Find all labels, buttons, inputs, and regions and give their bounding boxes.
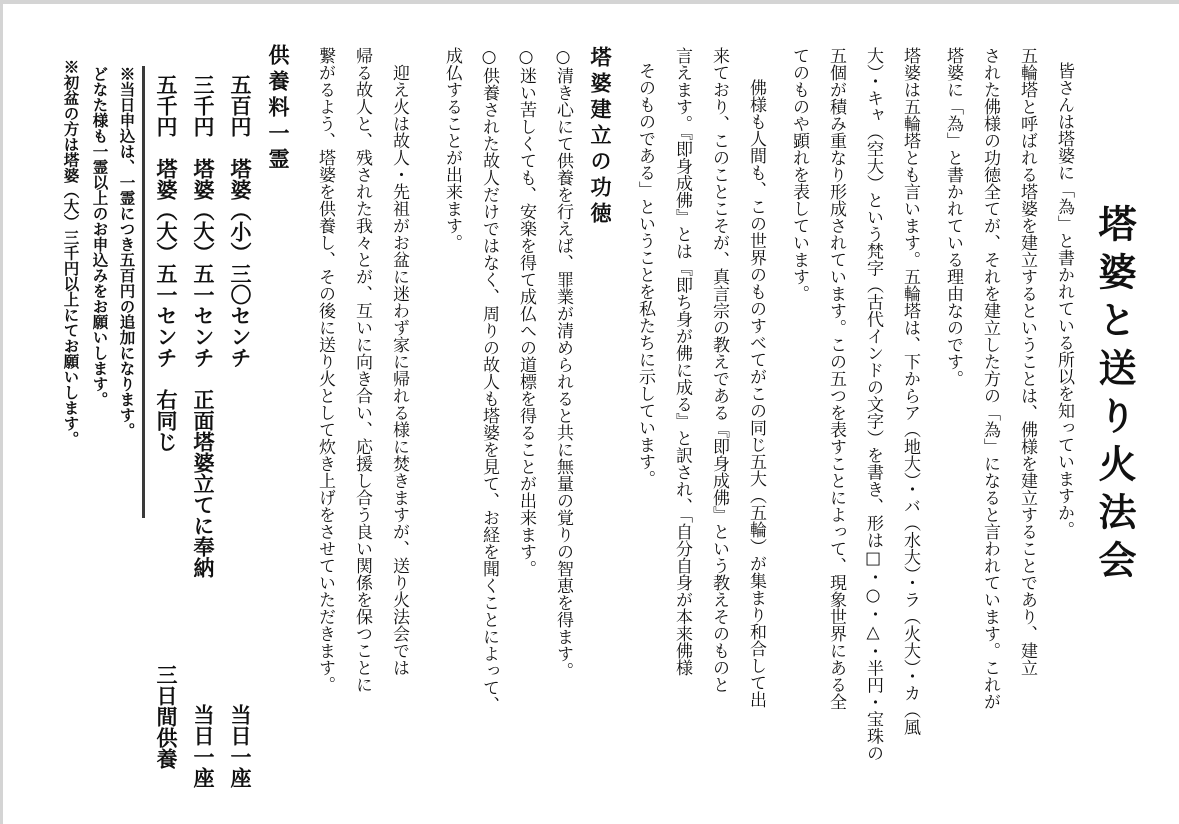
- fee-note: 当日一座: [191, 704, 216, 788]
- note-line: ※初盆の方は塔婆（大）三千円以上にてお願いします。: [61, 59, 81, 447]
- intro-line: された佛様の功徳全てが、それを建立した方の「為」になると言われています。これが: [980, 47, 1000, 710]
- merit-heading: 塔婆建立の功徳: [588, 46, 613, 228]
- intro-line: てのものや顕れを表しています。: [789, 47, 809, 302]
- fee-note: 当日一座: [228, 704, 253, 788]
- merit-item: ○清き心にて供養を行えば、罪業が清められると共に無量の覚りの智恵を得ます。: [553, 47, 573, 679]
- fee-item: 五百円 塔婆（小）三〇センチ: [228, 74, 253, 368]
- note-line: ※当日申込は、一霊につき五百円の追加になります。: [117, 66, 137, 438]
- intro-line: 塔婆に「為」と書かれている理由なのです。: [943, 47, 963, 387]
- okuribi-line: 迎え火は故人・先祖がお盆に迷わず家に帰れる様に焚きますが、送り火法会では: [389, 47, 409, 676]
- merit-item: ○迷い苦しくても、安楽を得て成仏への道標を得ることが出来ます。: [516, 47, 536, 577]
- intro-line: 皆さんは塔婆に「為」と書かれている所以を知っていますか。: [1054, 62, 1074, 538]
- intro-line: 大）・キャ（空大）という梵字（古代インドの文字）を書き、形は□・○・△・半円・宝珠の: [863, 47, 883, 762]
- intro-line: 五輪塔と呼ばれる塔婆を建立するということは、佛様を建立することであり、建立: [1017, 47, 1037, 676]
- merit-item: ○供養された故人だけではなく、周りの故人も塔婆を見て、お経を聞くことによって、: [479, 47, 499, 713]
- note-line: どなた様も一霊以上のお申込みをお願いします。: [90, 66, 110, 407]
- document-title: 塔婆と送り火法会: [1092, 204, 1137, 588]
- intro-line: 塔婆は五輪塔とも言います。五輪塔は、下からア（地大）・バ（水大）・ラ（火大）・カ（風: [900, 47, 920, 736]
- fee-item: 五千円 塔婆（大）五一センチ 右同じ: [154, 74, 179, 452]
- intro-line: 五個が積み重なり形成されています。この五つを表すことによって、現象世界にある全: [826, 47, 846, 710]
- intro-line: 佛様も人間も、この世界のものすべてがこの同じ五大（五輪）が集まり和合して出: [746, 62, 766, 708]
- fee-note: 三日間供養: [154, 664, 179, 769]
- note-bracket-line: [142, 66, 145, 518]
- fee-item: 三千円 塔婆（大）五一センチ 正面塔婆立てに奉納: [191, 74, 216, 578]
- okuribi-line: 帰る故人と、残された我々とが、互いに向き合い、応援し合う良い関係を保つことに: [352, 47, 372, 693]
- intro-line: 来ており、このことこそが、真言宗の教えである『即身成佛』という教えそのものと: [709, 47, 729, 693]
- intro-line: そのものである」ということを私たちに示しています。: [635, 62, 655, 487]
- fee-heading: 供養料一霊: [266, 44, 291, 174]
- merit-item: 成仏することが出来ます。: [442, 47, 462, 251]
- okuribi-line: 繋がるよう、塔婆を供養し、その後に送り火として炊き上げをさせていただきます。: [315, 47, 335, 693]
- intro-line: 言えます。『即身成佛』とは『即ち身が佛に成る』と訳され、「自分自身が本来佛様: [672, 47, 692, 676]
